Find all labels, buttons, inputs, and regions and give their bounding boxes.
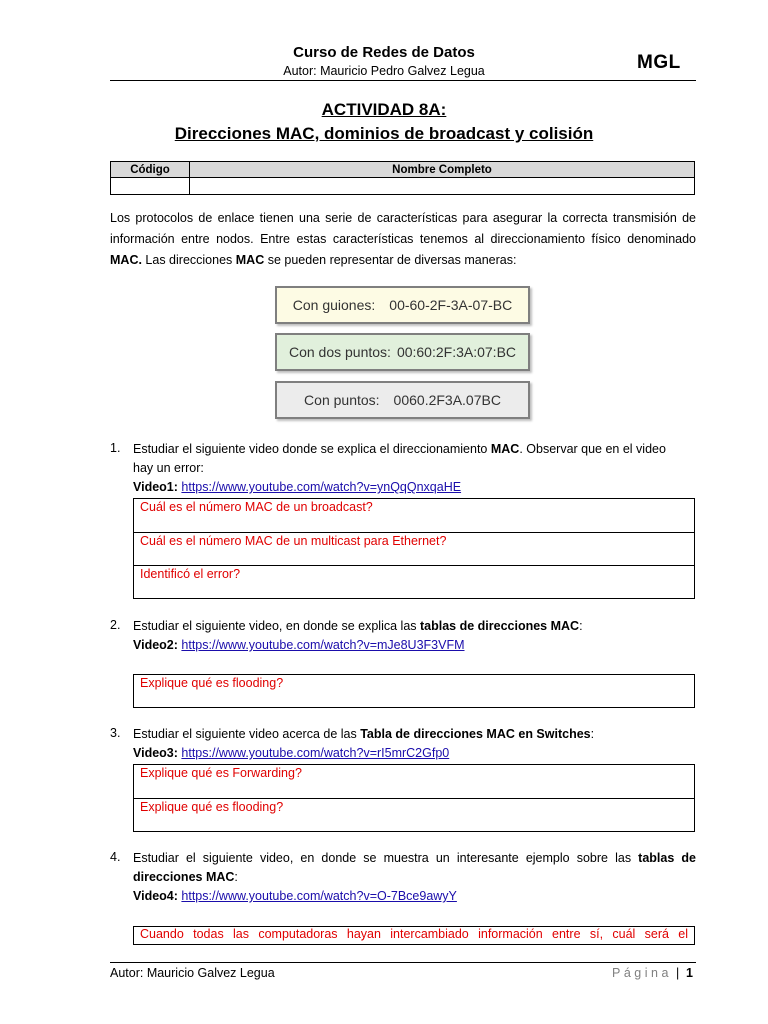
video-link[interactable]: https://www.youtube.com/watch?v=ynQqQnxqaHE <box>181 480 462 494</box>
footer-page-word: Página <box>612 966 672 980</box>
mac-format-colons <box>275 333 530 371</box>
intro-text: se pueden representar de diversas maneras: <box>264 253 517 267</box>
code-cell[interactable] <box>111 178 190 195</box>
item-number: 3. <box>110 726 121 740</box>
item-text: Estudiar el siguiente video donde se explica el direccionamiento MAC. Observar que en el video <box>133 442 666 456</box>
intro-paragraph <box>110 208 696 271</box>
video-label: Video3: <box>133 746 178 760</box>
item-text: Estudiar el siguiente video, en donde se muestra un interesante ejemplo sobre las tablas de <box>133 851 696 865</box>
intro-text: Los protocolos de enlace tienen una serie de características para asegurar la correcta transmisión de información entre nodos. Entre estas características tenemos al direccionamiento físico denominado <box>110 211 696 246</box>
header-divider <box>110 80 696 81</box>
video-line <box>133 636 696 655</box>
question-row[interactable]: Explique qué es flooding? <box>140 676 284 690</box>
answer-box <box>133 926 695 945</box>
item-instruction <box>133 617 696 655</box>
code-column-header: Código <box>111 162 190 178</box>
name-column-header: Nombre Completo <box>190 162 695 178</box>
item-instruction <box>133 725 696 763</box>
video-label: Video2: <box>133 638 178 652</box>
mac-format-label: Con dos puntos: <box>288 344 391 360</box>
question-row[interactable]: Cuál es el número MAC de un broadcast? <box>134 499 694 533</box>
header-author: Autor: Mauricio Pedro Galvez Legua <box>283 64 485 78</box>
answer-box <box>133 498 695 599</box>
item-text-line2: hay un error: <box>133 461 204 475</box>
intro-mac-bold: MAC. <box>110 253 142 267</box>
footer-page-number: 1 <box>686 966 693 980</box>
intro-mac-bold: MAC <box>235 253 265 267</box>
mac-format-dashes <box>275 286 530 324</box>
answer-box <box>133 674 695 708</box>
course-title: Curso de Redes de Datos <box>293 44 475 61</box>
item-text: Estudiar el siguiente video acerca de las Tabla de direcciones MAC en Switches: <box>133 727 595 741</box>
item-number: 1. <box>110 441 121 455</box>
name-cell[interactable] <box>190 178 695 195</box>
item-number: 4. <box>110 850 121 864</box>
video-label: Video1: <box>133 480 178 494</box>
item-number: 2. <box>110 618 121 632</box>
question-row[interactable]: Cuál es el número MAC de un multicast para Ethernet? <box>134 533 694 566</box>
mac-format-value: 0060.2F3A.07BC <box>393 392 501 408</box>
video-link[interactable]: https://www.youtube.com/watch?v=mJe8U3F3VFM <box>181 638 465 652</box>
question-row[interactable]: Cuando todas las computadoras hayan intercambiado información entre sí, cuál será el <box>140 927 688 941</box>
question-row[interactable]: Explique qué es Forwarding? <box>134 765 694 799</box>
video-link[interactable]: https://www.youtube.com/watch?v=rI5mrC2Gfp0 <box>181 746 450 760</box>
activity-title: ACTIVIDAD 8A: <box>321 100 447 119</box>
footer-divider <box>110 962 696 963</box>
mac-format-value: 00-60-2F-3A-07-BC <box>389 297 513 313</box>
item-text: Estudiar el siguiente video, en donde se explica las tablas de direcciones MAC: <box>133 619 583 633</box>
video-label: Video4: <box>133 889 178 903</box>
question-row[interactable]: Identificó el error? <box>140 567 241 581</box>
logo-text: MGL <box>637 52 681 73</box>
mac-format-dots <box>275 381 530 419</box>
answer-box <box>133 764 695 832</box>
intro-text: Las direcciones <box>141 253 236 267</box>
mac-format-value: 00:60:2F:3A:07:BC <box>396 344 517 360</box>
activity-subtitle: Direcciones MAC, dominios de broadcast y colisión <box>174 124 594 143</box>
video-line <box>133 887 696 906</box>
video-line <box>133 744 696 763</box>
item-instruction <box>133 849 696 906</box>
footer-author: Autor: Mauricio Galvez Legua <box>110 966 275 980</box>
mac-format-label: Con guiones: <box>292 297 376 313</box>
video-line <box>133 478 696 497</box>
video-link[interactable]: https://www.youtube.com/watch?v=O-7Bce9awyY <box>181 889 457 903</box>
student-id-table <box>110 161 695 195</box>
mac-format-label: Con puntos: <box>304 392 380 408</box>
question-row[interactable]: Explique qué es flooding? <box>140 800 284 814</box>
item-text-line2: direcciones MAC: <box>133 870 238 884</box>
item-instruction <box>133 440 696 497</box>
footer-separator: | <box>676 966 680 980</box>
